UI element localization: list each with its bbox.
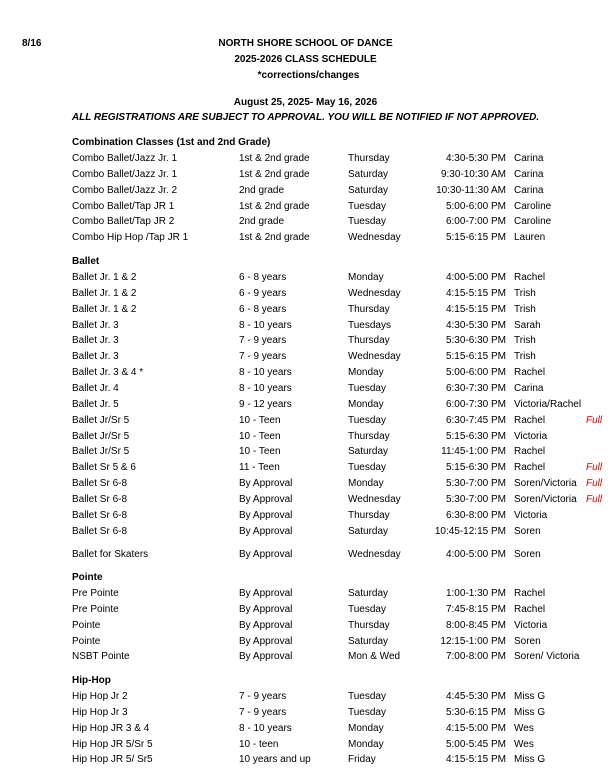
class-time: 7:45-8:15 PM [445,603,506,615]
age-group: By Approval [239,603,293,615]
class-time: 6:30-7:45 PM [445,414,506,426]
class-day: Monday [348,738,384,750]
class-time: 5:00-6:00 PM [445,367,506,379]
class-time: 4:15-5:15 PM [445,303,506,315]
class-time: 4:15-5:00 PM [445,722,506,734]
teacher-name: Wes [514,722,534,734]
age-group: 8 - 10 years [239,367,292,379]
class-name: Ballet Jr/Sr 5 [72,446,130,458]
schedule-row [0,351,611,367]
class-name: Pointe [72,635,101,647]
section-title: Pointe [72,572,103,583]
schedule-row [0,754,611,770]
teacher-name: Caroline [514,216,552,228]
class-name: Ballet Jr. 3 [72,351,119,363]
class-time: 4:15-5:15 PM [445,754,506,766]
class-name: Ballet Jr. 3 & 4 * [72,367,144,379]
schedule-row [0,367,611,383]
teacher-name: Victoria [514,509,548,521]
teacher-name: Lauren [514,232,546,244]
schedule-title: 2025-2026 CLASS SCHEDULE [234,54,377,65]
class-name: Pre Pointe [72,603,119,615]
class-day: Mon & Wed [348,651,401,663]
age-group: 8 - 10 years [239,383,292,394]
schedule-row [0,288,611,304]
schedule-row [0,636,611,652]
class-name: Combo Ballet/Tap JR 2 [72,216,175,228]
class-day: Thursday [348,335,390,347]
teacher-name: Miss G [514,706,546,718]
class-name: Ballet Jr. 1 & 2 [72,303,137,315]
teacher-name: Caroline [514,200,552,212]
age-group: 8 - 10 years [239,319,292,331]
schedule-row [0,707,611,723]
class-time: 10:45-12:15 PM [434,525,506,537]
class-time: 11:45-1:00 PM [441,446,506,458]
class-time: 5:00-5:45 PM [445,738,506,750]
class-time: 12:15-1:00 PM [440,635,506,647]
class-time: 7:00-8:00 PM [445,651,506,663]
teacher-name: Rachel [514,272,546,283]
class-day: Saturday [348,184,389,196]
age-group: 10 - Teen [239,446,281,458]
age-group: By Approval [239,509,293,521]
teacher-name: Carina [514,383,544,394]
teacher-name: Victoria [514,619,548,631]
class-day: Saturday [348,588,389,599]
schedule-row [0,723,611,739]
class-name: Pre Pointe [72,588,119,599]
schedule-row [0,620,611,636]
age-group: 6 - 8 years [239,272,287,283]
teacher-name: Rachel [514,462,546,474]
teacher-name: Soren [514,635,541,647]
class-day: Tuesday [348,200,386,212]
class-time: 5:15-6:15 PM [445,232,506,244]
age-group: 10 years and up [239,754,311,766]
class-name: Ballet Sr 5 & 6 [72,462,136,474]
age-group: 7 - 9 years [239,335,287,347]
age-group: By Approval [239,651,293,663]
section-title: Ballet [72,256,100,267]
schedule-row [0,201,611,217]
schedule-row [0,153,611,169]
teacher-name: Miss G [514,754,546,766]
class-time: 5:30-7:00 PM [445,493,506,505]
class-name: Hip Hop JR 3 & 4 [72,722,150,734]
class-time: 5:15-6:30 PM [445,462,506,474]
teacher-name: Miss G [514,691,546,702]
teacher-name: Rachel [514,414,546,426]
status-full-badge: Full [586,493,603,505]
schedule-row [0,462,611,478]
status-full-badge: Full [586,414,603,426]
class-name: Hip Hop JR 5/Sr 5 [72,738,153,750]
teacher-name: Trish [514,287,536,299]
class-name: Ballet Sr 6-8 [72,525,128,537]
age-group: 2nd grade [239,216,285,228]
status-full-badge: Full [586,478,603,490]
age-group: 1st & 2nd grade [239,232,310,244]
schedule-row [0,739,611,755]
class-name: Ballet Sr 6-8 [72,493,128,505]
teacher-name: Soren/Victoria [514,493,577,505]
schedule-row [0,526,611,542]
class-name: Ballet Jr. 4 [72,383,119,394]
class-day: Wednesday [348,548,401,560]
class-name: Ballet Sr 6-8 [72,509,128,521]
class-day: Thursday [348,153,390,164]
class-day: Monday [348,272,384,283]
teacher-name: Soren/ Victoria [514,651,580,663]
schedule-row [0,510,611,526]
class-time: 5:30-6:30 PM [445,335,506,347]
schedule-row [0,320,611,336]
class-name: Combo Hip Hop /Tap JR 1 [72,232,189,244]
class-name: Ballet Jr. 5 [72,398,119,410]
class-day: Wednesday [348,493,401,505]
class-time: 4:00-5:00 PM [445,548,506,560]
schedule-row [0,651,611,667]
school-name: NORTH SHORE SCHOOL OF DANCE [218,38,393,49]
class-name: Ballet Sr 6-8 [72,478,128,490]
class-day: Thursday [348,509,390,521]
class-name: Hip Hop JR 5/ Sr5 [72,754,153,766]
schedule-row [0,185,611,201]
class-time: 8:00-8:45 PM [445,619,506,631]
class-time: 5:15-6:30 PM [445,430,506,442]
class-day: Thursday [348,619,390,631]
teacher-name: Victoria/Rachel [514,398,582,410]
age-group: By Approval [239,493,293,505]
teacher-name: Rachel [514,367,546,379]
age-group: By Approval [239,478,293,490]
class-time: 5:30-6:15 PM [445,706,506,718]
teacher-name: Carina [514,153,544,164]
class-time: 1:00-1:30 PM [445,588,506,599]
schedule-row [0,549,611,565]
class-day: Saturday [348,635,389,647]
corrections-note: *corrections/changes [257,70,360,81]
age-group: 1st & 2nd grade [239,168,310,180]
class-time: 4:30-5:30 PM [445,319,506,331]
date-tag: 8/16 [22,38,42,49]
class-day: Tuesdays [348,319,391,331]
schedule-row [0,232,611,248]
schedule-row [0,335,611,351]
schedule-row [0,478,611,494]
age-group: By Approval [239,635,293,647]
schedule-row [0,691,611,707]
schedule-row [0,415,611,431]
age-group: 7 - 9 years [239,351,287,363]
class-name: NSBT Pointe [72,651,130,663]
class-time: 5:15-6:15 PM [445,351,506,363]
class-time: 5:00-6:00 PM [445,200,506,212]
age-group: By Approval [239,619,293,631]
class-name: Ballet Jr/Sr 5 [72,430,130,442]
class-day: Monday [348,398,384,410]
section-title: Combination Classes (1st and 2nd Grade) [72,137,271,148]
class-day: Monday [348,478,384,490]
schedule-row [0,431,611,447]
teacher-name: Trish [514,351,536,363]
teacher-name: Soren [514,548,541,560]
schedule-row [0,588,611,604]
class-time: 6:00-7:30 PM [445,398,506,410]
age-group: 7 - 9 years [239,691,287,702]
class-time: 4:00-5:00 PM [445,272,506,283]
age-group: By Approval [239,525,293,537]
age-group: 10 - Teen [239,430,281,442]
class-time: 4:30-5:30 PM [445,153,506,164]
class-name: Hip Hop Jr 3 [72,706,128,718]
teacher-name: Trish [514,335,536,347]
teacher-name: Soren/Victoria [514,478,577,490]
class-day: Wednesday [348,351,401,363]
section-title: Hip-Hop [72,675,111,686]
class-name: Combo Ballet/Jazz Jr. 1 [72,168,178,180]
class-day: Thursday [348,430,390,442]
schedule-row [0,399,611,415]
age-group: 6 - 9 years [239,287,287,299]
class-name: Ballet Jr/Sr 5 [72,414,130,426]
teacher-name: Rachel [514,588,546,599]
class-day: Saturday [348,525,389,537]
schedule-row [0,272,611,288]
class-day: Friday [348,754,376,766]
class-name: Combo Ballet/Tap JR 1 [72,200,175,212]
age-group: 8 - 10 years [239,722,292,734]
class-name: Ballet Jr. 1 & 2 [72,272,137,283]
class-name: Combo Ballet/Jazz Jr. 2 [72,184,178,196]
teacher-name: Rachel [514,603,546,615]
class-time: 6:00-7:00 PM [445,216,506,228]
class-time: 10:30-11:30 AM [436,184,506,196]
class-name: Ballet Jr. 3 [72,335,119,347]
class-name: Hip Hop Jr 2 [72,691,128,702]
age-group: By Approval [239,588,293,599]
class-time: 6:30-7:30 PM [445,383,506,394]
schedule-row [0,169,611,185]
class-day: Wednesday [348,232,401,244]
teacher-name: Victoria [514,430,548,442]
teacher-name: Rachel [514,446,546,458]
status-full-badge: Full [586,462,603,474]
age-group: 1st & 2nd grade [239,200,310,212]
class-day: Monday [348,722,384,734]
age-group: 10 - teen [239,738,279,750]
schedule-row [0,494,611,510]
age-group: 10 - Teen [239,414,281,426]
schedule-row [0,304,611,320]
class-time: 9:30-10:30 AM [440,168,506,180]
schedule-row [0,604,611,620]
age-group: 6 - 8 years [239,303,287,315]
age-group: 1st & 2nd grade [239,153,310,164]
class-name: Combo Ballet/Jazz Jr. 1 [72,153,178,164]
class-time: 5:30-7:00 PM [445,478,506,490]
age-group: 2nd grade [239,184,285,196]
teacher-name: Carina [514,168,544,180]
teacher-name: Carina [514,184,544,196]
class-name: Ballet for Skaters [72,548,149,560]
class-day: Tuesday [348,216,386,228]
class-day: Wednesday [348,287,401,299]
term-dates: August 25, 2025- May 16, 2026 [233,97,378,108]
schedule-row [0,446,611,462]
schedule-row [0,383,611,399]
class-time: 4:15-5:15 PM [445,287,506,299]
class-day: Tuesday [348,462,386,474]
age-group: 7 - 9 years [239,706,287,718]
registration-notice: ALL REGISTRATIONS ARE SUBJECT TO APPROVAL. YOU WILL BE NOTIFIED IF NOT APPROVED. [71,112,540,123]
age-group: By Approval [239,548,293,560]
class-day: Tuesday [348,603,386,615]
class-time: 4:45-5:30 PM [445,691,506,702]
class-time: 6:30-8:00 PM [445,509,506,521]
teacher-name: Sarah [514,319,541,331]
class-day: Monday [348,367,384,379]
class-day: Saturday [348,446,389,458]
teacher-name: Wes [514,738,534,750]
age-group: 9 - 12 years [239,398,292,410]
class-name: Ballet Jr. 3 [72,319,119,331]
class-name: Pointe [72,619,101,631]
class-day: Tuesday [348,691,386,702]
class-day: Tuesday [348,383,386,394]
class-day: Tuesday [348,414,386,426]
teacher-name: Trish [514,303,536,315]
class-name: Ballet Jr. 1 & 2 [72,287,137,299]
schedule-row [0,216,611,232]
class-day: Thursday [348,303,390,315]
class-day: Saturday [348,168,389,180]
age-group: 11 - Teen [239,462,280,474]
class-day: Tuesday [348,706,386,718]
teacher-name: Soren [514,525,541,537]
